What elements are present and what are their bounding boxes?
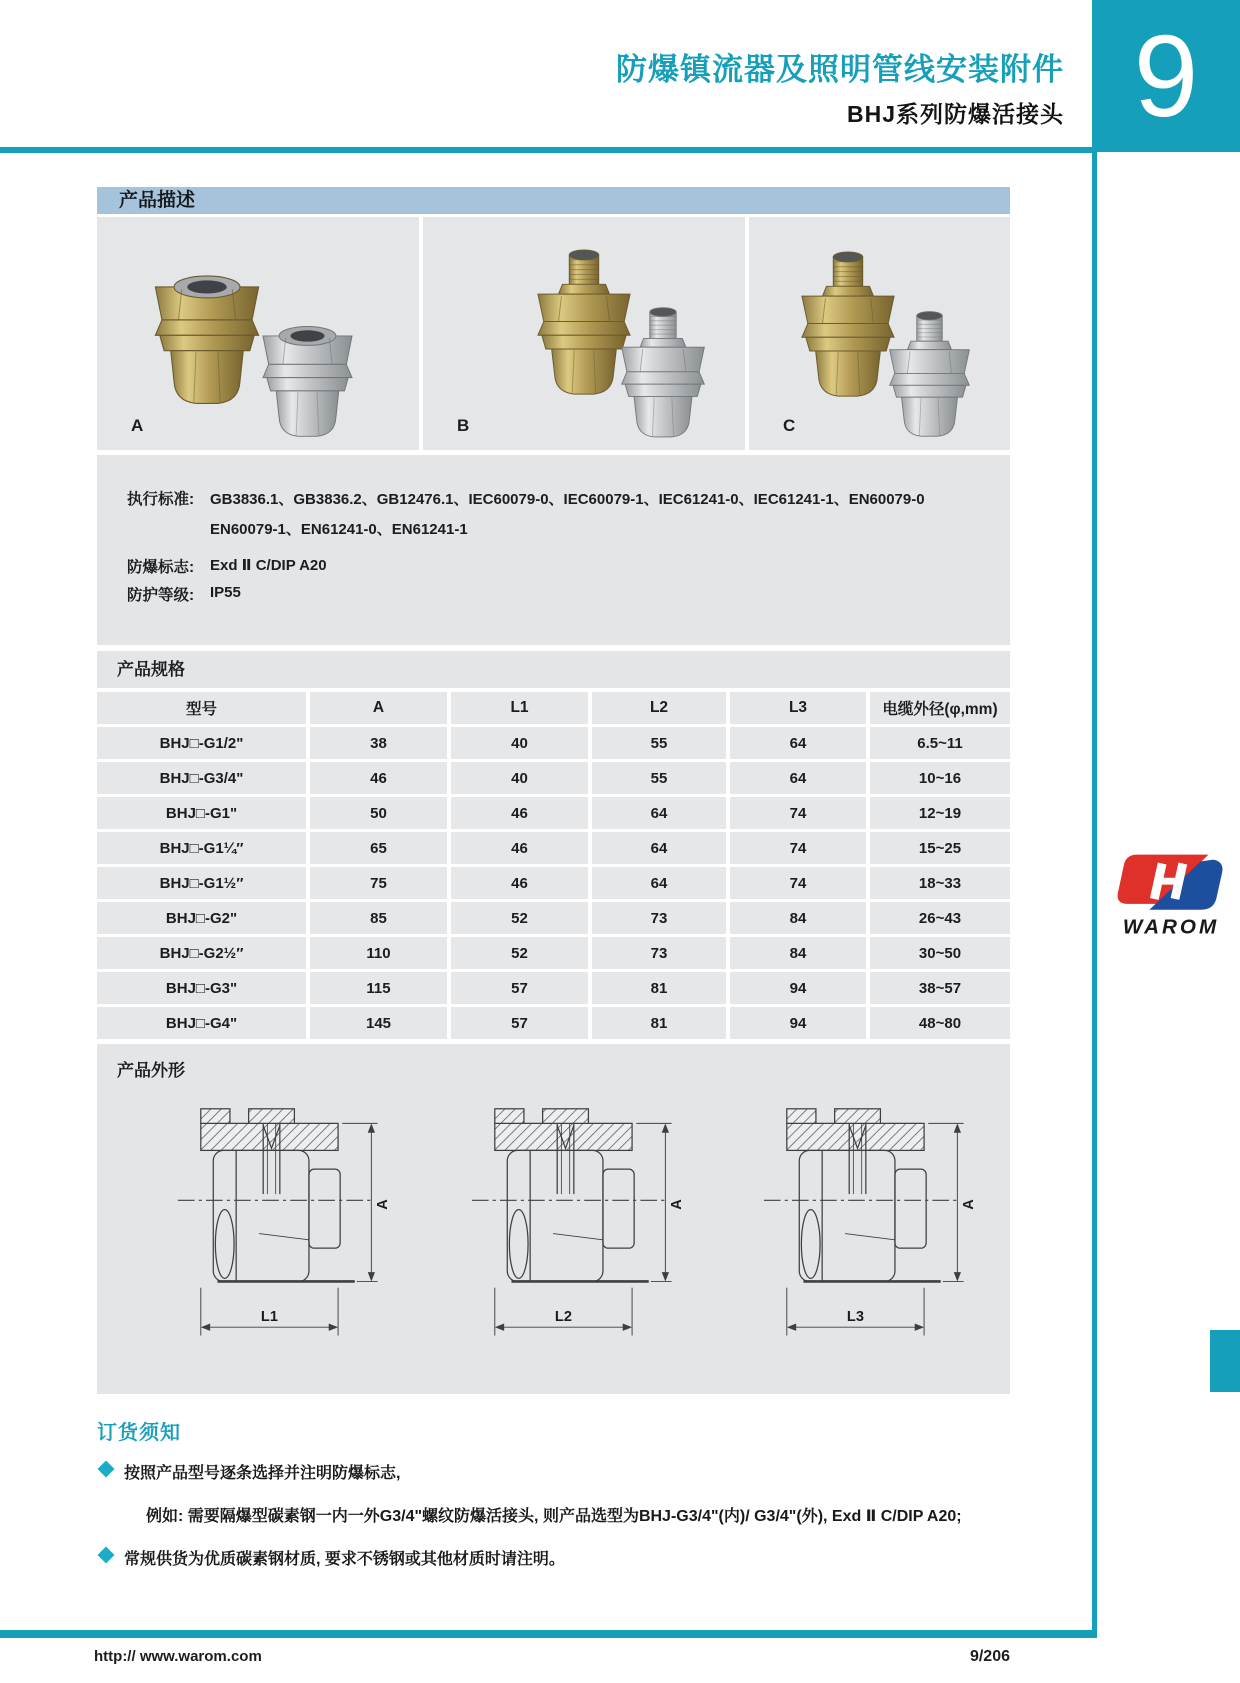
ex-mark-value: Exd Ⅱ C/DIP A20 — [210, 557, 327, 574]
col-header-cable-od: 电缆外径(φ,mm) — [870, 692, 1010, 724]
table-row — [97, 762, 1010, 794]
cell-l2: 81 — [592, 1007, 726, 1039]
section-heading-outline: 产品外形 — [117, 1061, 185, 1080]
cell-l1: 57 — [451, 1007, 588, 1039]
cell-l2: 64 — [592, 867, 726, 899]
table-row — [97, 867, 1010, 899]
cell-model: BHJ□-G2½″ — [97, 937, 306, 969]
spec-table-header-row — [97, 692, 1010, 724]
table-row — [97, 832, 1010, 864]
header-rule — [0, 147, 1097, 153]
product-photo-a — [97, 217, 419, 450]
cell-l3: 94 — [730, 972, 866, 1004]
cell-model: BHJ□-G1/2" — [97, 727, 306, 759]
cell-od: 6.5~11 — [870, 727, 1010, 759]
cell-l2: 81 — [592, 972, 726, 1004]
cell-l2: 55 — [592, 727, 726, 759]
col-header-l1: L1 — [451, 692, 588, 724]
cell-l3: 84 — [730, 902, 866, 934]
cell-od: 30~50 — [870, 937, 1010, 969]
cell-model: BHJ□-G3/4" — [97, 762, 306, 794]
ip-rating-label: 防护等级: — [127, 587, 195, 604]
product-photo-row — [97, 217, 1010, 450]
cell-l1: 52 — [451, 902, 588, 934]
ordering-note-1: 按照产品型号逐条选择并注明防爆标志, — [124, 1465, 401, 1482]
cell-a: 75 — [310, 867, 447, 899]
cell-l1: 46 — [451, 832, 588, 864]
diamond-bullet-icon — [98, 1461, 115, 1478]
cell-model: BHJ□-G2" — [97, 902, 306, 934]
cell-l2: 55 — [592, 762, 726, 794]
cell-od: 10~16 — [870, 762, 1010, 794]
cell-l3: 84 — [730, 937, 866, 969]
cell-l1: 40 — [451, 727, 588, 759]
col-header-model: 型号 — [97, 692, 306, 724]
cell-l3: 74 — [730, 797, 866, 829]
diamond-bullet-icon — [98, 1547, 115, 1564]
exec-standard-label: 执行标准: — [127, 491, 195, 508]
ip-rating-value: IP55 — [210, 584, 241, 601]
warom-logo-text: WAROM — [1122, 915, 1220, 939]
photo-label-a: A — [131, 416, 144, 435]
section-heading-specs: 产品规格 — [97, 651, 1010, 688]
chapter-number-badge — [1092, 0, 1240, 152]
outline-panel — [97, 1044, 1010, 1394]
cell-model: BHJ□-G4" — [97, 1007, 306, 1039]
cell-od: 38~57 — [870, 972, 1010, 1004]
dim-l1-label: L1 — [260, 1308, 278, 1325]
cell-a: 46 — [310, 762, 447, 794]
dim-l2-label: L2 — [554, 1308, 572, 1325]
cell-l1: 57 — [451, 972, 588, 1004]
dim-a-label: A — [668, 1199, 685, 1210]
side-rule — [1092, 147, 1097, 1638]
table-row — [97, 972, 1010, 1004]
spec-table — [97, 692, 1010, 1042]
standards-panel — [97, 455, 1010, 645]
ordering-example: 例如: 需要隔爆型碳素钢一内一外G3/4"螺纹防爆活接头, 则产品选型为BHJ-G3/4"(内)/ G3/4"(外), Exd Ⅱ C/DIP A20; — [146, 1508, 962, 1525]
cell-l1: 46 — [451, 867, 588, 899]
table-row — [97, 727, 1010, 759]
col-header-l3: L3 — [730, 692, 866, 724]
cell-l1: 40 — [451, 762, 588, 794]
ordering-note-2: 常规供货为优质碳素钢材质, 要求不锈钢或其他材质时请注明。 — [124, 1551, 565, 1568]
cell-a: 115 — [310, 972, 447, 1004]
cell-od: 48~80 — [870, 1007, 1010, 1039]
col-header-a: A — [310, 692, 447, 724]
cell-l2: 64 — [592, 797, 726, 829]
cell-a: 38 — [310, 727, 447, 759]
cell-l2: 73 — [592, 902, 726, 934]
product-photo-cell-c — [749, 217, 1010, 450]
outline-drawing-2 — [453, 1088, 703, 1348]
cell-od: 18~33 — [870, 867, 1010, 899]
product-photo-cell-a — [97, 217, 419, 450]
photo-label-b: B — [457, 416, 470, 435]
cell-l3: 64 — [730, 727, 866, 759]
cell-l1: 46 — [451, 797, 588, 829]
cell-l3: 64 — [730, 762, 866, 794]
cell-a: 110 — [310, 937, 447, 969]
photo-label-c: C — [783, 416, 796, 435]
section-heading-description: 产品描述 — [97, 187, 1010, 214]
table-row — [97, 1007, 1010, 1039]
section-heading-ordering: 订货须知 — [97, 1422, 181, 1444]
table-row — [97, 902, 1010, 934]
cell-l2: 73 — [592, 937, 726, 969]
cell-model: BHJ□-G1" — [97, 797, 306, 829]
table-row — [97, 937, 1010, 969]
cell-model: BHJ□-G3" — [97, 972, 306, 1004]
cell-l3: 74 — [730, 832, 866, 864]
ex-mark-label: 防爆标志: — [127, 559, 195, 576]
dim-a-label: A — [960, 1199, 977, 1210]
warom-logo — [1110, 846, 1232, 942]
side-tab-marker — [1210, 1330, 1240, 1392]
page-subtitle: BHJ系列防爆活接头 — [846, 101, 1064, 127]
cell-l3: 74 — [730, 867, 866, 899]
col-header-l2: L2 — [592, 692, 726, 724]
footer-rule — [0, 1630, 1097, 1638]
cell-od: 26~43 — [870, 902, 1010, 934]
footer-website-url: http:// www.warom.com — [94, 1648, 262, 1665]
exec-standard-line1: GB3836.1、GB3836.2、GB12476.1、IEC60079-0、IEC60079-1、IEC61241-0、IEC61241-1、EN60079-0 — [210, 491, 925, 508]
footer-page-number: 9/206 — [969, 1648, 1010, 1665]
chapter-number: 9 — [1133, 11, 1199, 141]
outline-drawing-1 — [159, 1088, 409, 1348]
cell-l2: 64 — [592, 832, 726, 864]
table-row — [97, 797, 1010, 829]
product-photo-b — [423, 217, 745, 450]
cell-a: 65 — [310, 832, 447, 864]
outline-drawing-3 — [745, 1088, 995, 1348]
cell-l1: 52 — [451, 937, 588, 969]
cell-model: BHJ□-G1½″ — [97, 867, 306, 899]
dim-l3-label: L3 — [846, 1308, 864, 1325]
product-photo-cell-b — [423, 217, 745, 450]
cell-model: BHJ□-G1¼″ — [97, 832, 306, 864]
cell-a: 145 — [310, 1007, 447, 1039]
cell-od: 15~25 — [870, 832, 1010, 864]
cell-a: 85 — [310, 902, 447, 934]
cell-od: 12~19 — [870, 797, 1010, 829]
dim-a-label: A — [374, 1199, 391, 1210]
page-title: 防爆镇流器及照明管线安装附件 — [616, 52, 1064, 87]
cell-l3: 94 — [730, 1007, 866, 1039]
exec-standard-line2: EN60079-1、EN61241-0、EN61241-1 — [210, 521, 468, 538]
cell-a: 50 — [310, 797, 447, 829]
